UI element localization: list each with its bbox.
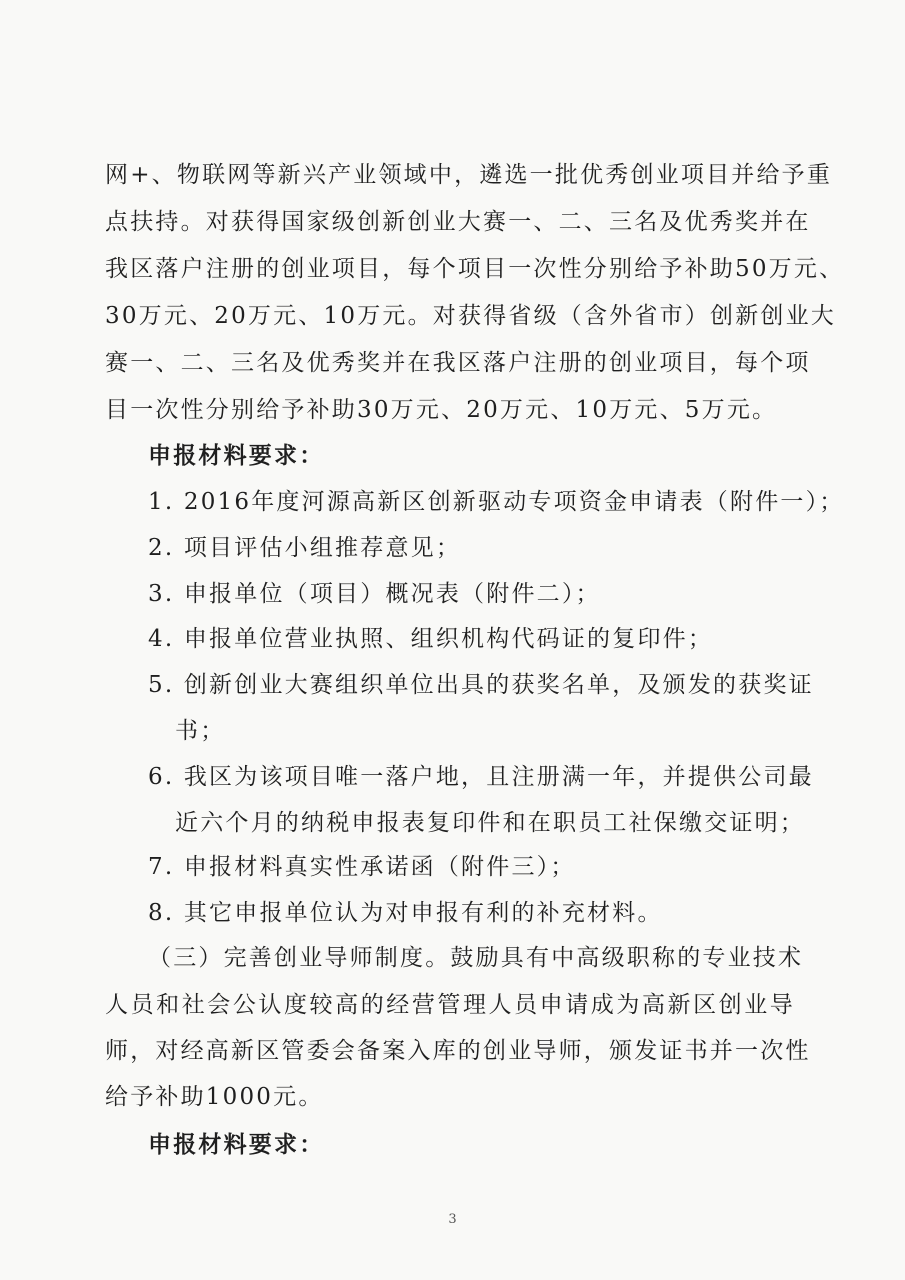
para2-line: 人员和社会公认度较高的经营管理人员申请成为高新区创业导 (105, 992, 795, 1018)
para2-line: （三）完善创业导师制度。鼓励具有中高级职称的专业技术 (148, 945, 804, 971)
para2-line: 师，对经高新区管委会备案入库的创业导师，颁发证书并一次性 (105, 1038, 811, 1064)
list-item: 6. 我区为该项目唯一落户地，且注册满一年，并提供公司最 (148, 764, 814, 790)
para1-line: 赛一、二、三名及优秀奖并在我区落户注册的创业项目，每个项 (105, 350, 811, 376)
list-item-continuation: 书； (175, 718, 226, 744)
list-item: 5. 创新创业大赛组织单位出具的获奖名单，及颁发的获奖证 (148, 672, 814, 698)
para1-line: 网+、物联网等新兴产业领域中，遴选一批优秀创业项目并给予重 (105, 162, 833, 188)
para1-line: 目一次性分别给予补助30万元、20万元、10万元、5万元。 (105, 397, 778, 423)
list-item-continuation: 近六个月的纳税申报表复印件和在职员工社保缴交证明； (175, 810, 805, 836)
para1-line: 点扶持。对获得国家级创新创业大赛一、二、三名及优秀奖并在 (105, 209, 811, 235)
para1-line: 我区落户注册的创业项目，每个项目一次性分别给予补助50万元、 (105, 256, 845, 282)
list-item: 3. 申报单位（项目）概况表（附件二）； (148, 581, 601, 607)
para2-line: 给予补助1000元。 (105, 1084, 324, 1110)
section-heading: 申报材料要求： (148, 1131, 325, 1158)
list-item: 2. 项目评估小组推荐意见； (148, 535, 462, 561)
list-item: 1. 2016年度河源高新区创新驱动专项资金申请表（附件一）； (148, 489, 845, 515)
page-number: 3 (448, 1212, 457, 1227)
list-item: 8. 其它申报单位认为对申报有利的补充材料。 (148, 900, 663, 926)
list-item: 4. 申报单位营业执照、组织机构代码证的复印件； (148, 626, 714, 652)
section-heading: 申报材料要求： (148, 442, 325, 469)
para1-line: 30万元、20万元、10万元。对获得省级（含外省市）创新创业大 (105, 303, 836, 329)
list-item: 7. 申报材料真实性承诺函（附件三）； (148, 854, 576, 880)
